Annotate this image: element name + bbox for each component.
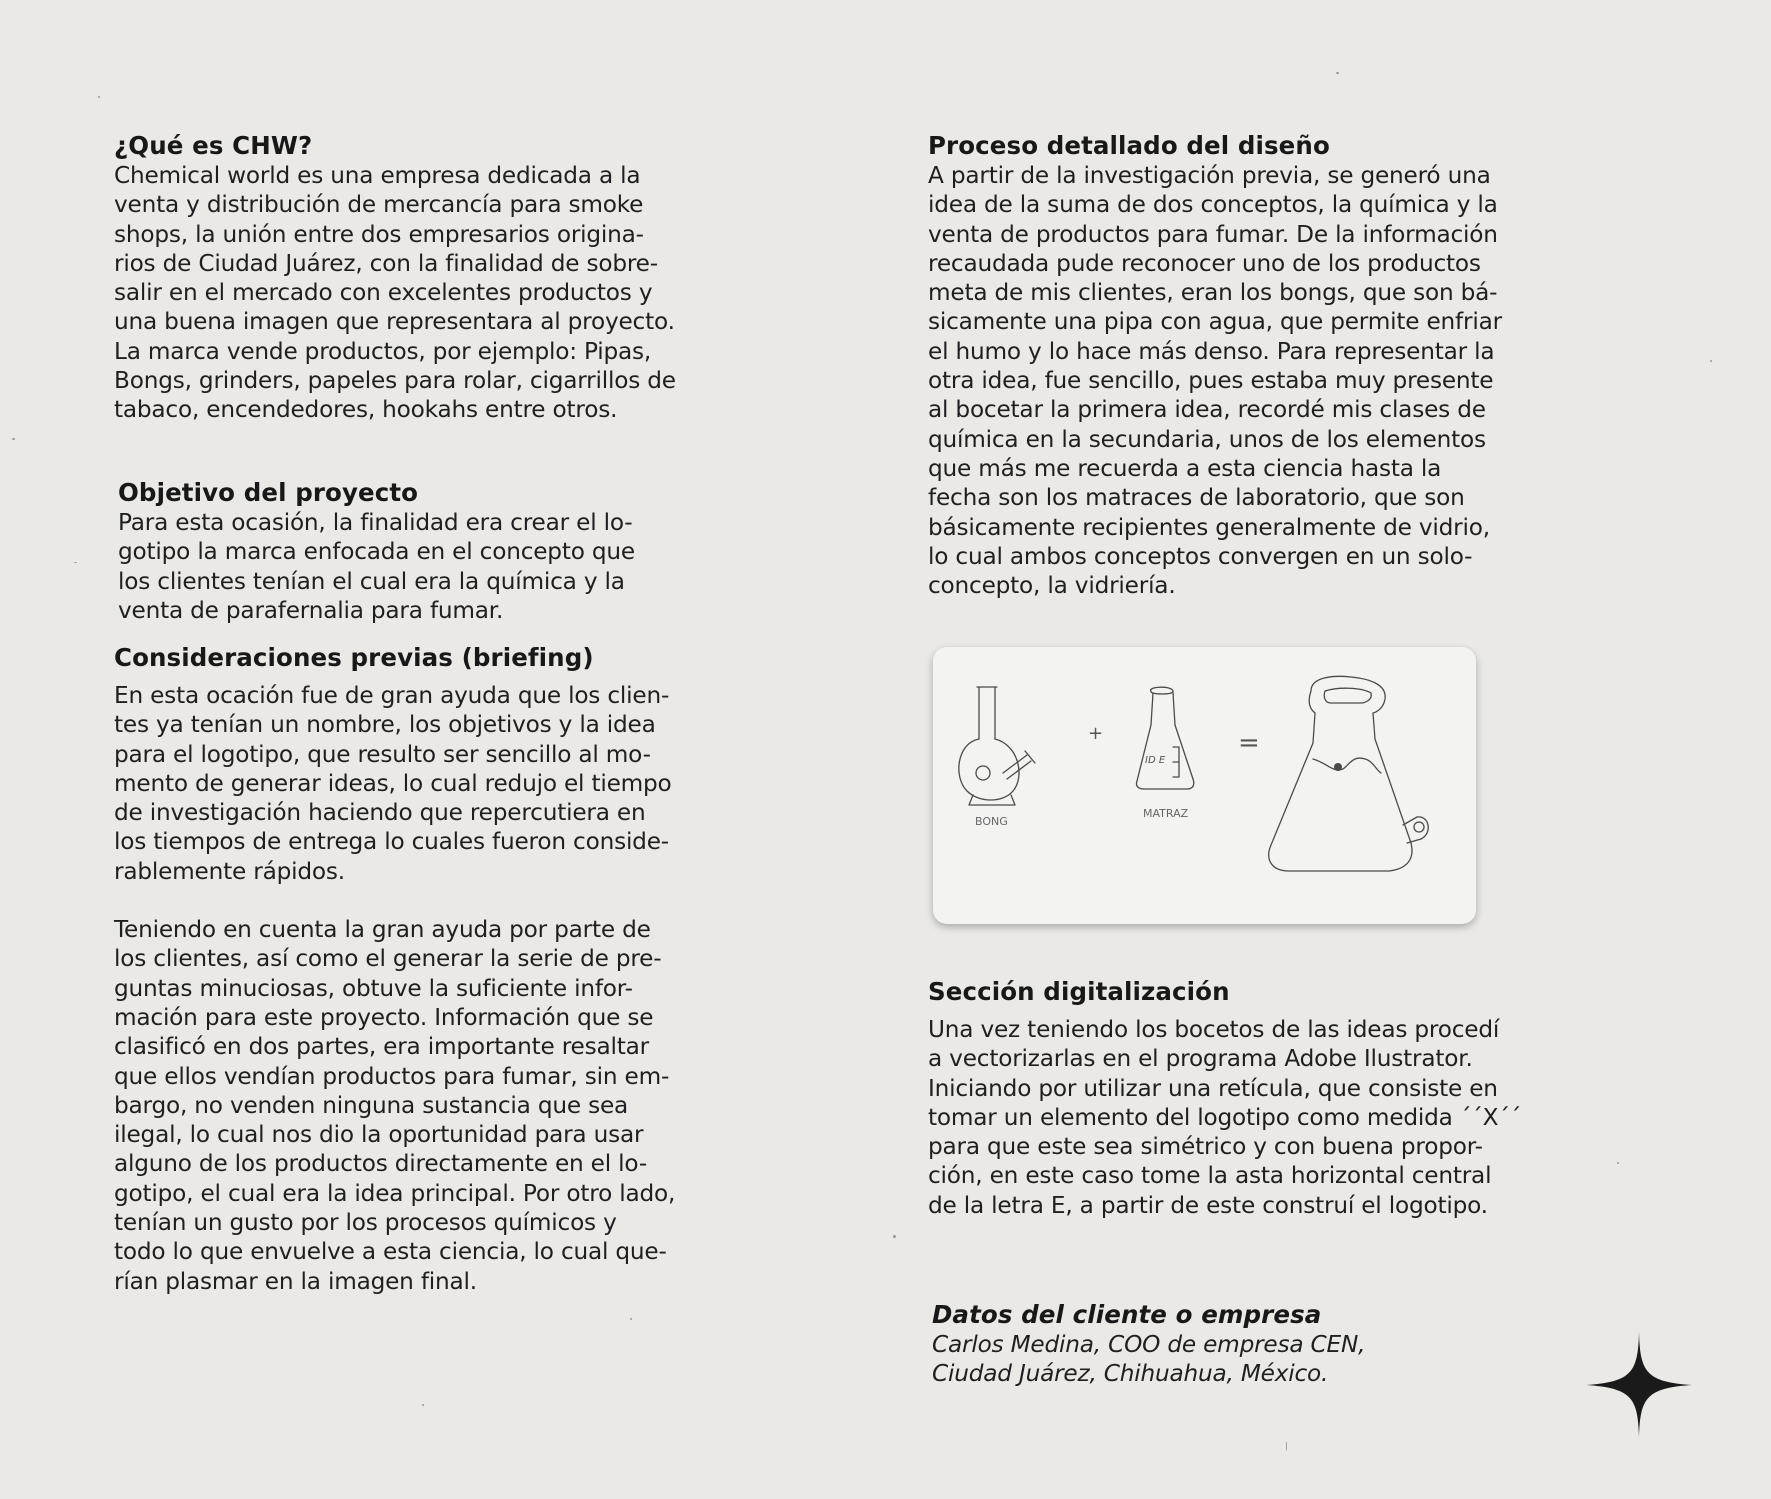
text-line: química en la secundaria, unos de los elementos [928,425,1486,453]
text-line: el humo y lo hace más denso. Para representar la [928,337,1495,365]
text-line: mación para este proyecto. Información que se [114,1003,654,1031]
heading-digitalizacion: Sección digitalización [928,977,1230,1006]
section-que-es-chw [114,131,676,425]
heading-que-es-chw: ¿Qué es CHW? [114,131,313,160]
text-line: mento de generar ideas, lo cual redujo el tiempo [114,769,672,797]
text-line: otra idea, fue sencillo, pues estaba muy presente [928,367,1494,395]
logo-sketch [1269,676,1428,871]
text-line: de investigación haciendo que repercutiera en [114,799,646,827]
text-line: todo lo que envuelve a esta ciencia, lo cual que- [114,1238,667,1266]
text-line: Una vez teniendo los bocetos de las ideas procedí [928,1016,1500,1043]
text-line: gotipo, el cual era la idea principal. Por otro lado, [114,1179,676,1207]
text-line: al bocetar la primera idea, recordé mis clases de [928,396,1486,424]
text-line: salir en el mercado con excelentes productos y [114,279,653,307]
text-line: concepto, la vidriería. [928,572,1176,600]
label-matraz: MATRAZ [1143,807,1189,820]
section-digitalizacion [928,977,1521,1220]
text-line: los tiempos de entrega lo cuales fueron conside- [114,828,669,856]
paragraph-digitalizacion [928,1015,1521,1220]
paragraph-consideraciones-1 [114,681,675,886]
text-line: tes ya tenían un nombre, los objetivos y la idea [114,711,656,739]
text-line: de la letra E, a partir de este construí el logotipo. [928,1191,1488,1219]
paper-speck [422,1404,424,1406]
paper-speck [893,1235,896,1238]
section-objetivo [118,478,635,625]
text-line: Chemical world es una empresa dedicada a la [114,162,641,189]
heading-datos-cliente: Datos del cliente o empresa [932,1300,1322,1329]
paragraph-proceso [928,161,1502,600]
text-line: una buena imagen que representara al proyecto. [114,308,675,336]
paper-speck [12,438,15,440]
sparkle-icon [1586,1332,1692,1438]
text-line: a vectorizarlas en el programa Adobe Ilustrator. [928,1045,1473,1073]
text-line: recaudada pude reconocer uno de los productos [928,249,1481,277]
paper-speck [74,562,77,563]
text-line: los clientes, así como el generar la serie de pre- [114,945,662,973]
text-line: clasificó en dos partes, era importante resaltar [114,1033,649,1061]
bong-sketch [959,687,1035,805]
text-line: En esta ocación fue de gran ayuda que los clien- [114,682,670,709]
heading-objetivo: Objetivo del proyecto [118,478,419,507]
paper-speck [1286,1441,1287,1451]
text-line: meta de mis clientes, eran los bongs, que son bá- [928,279,1498,307]
text-line: La marca vende productos, por ejemplo: Pipas, [114,337,652,365]
text-line: venta y distribución de mercancía para smoke [114,191,644,219]
section-datos-cliente [932,1300,1365,1389]
text-line: A partir de la investigación previa, se generó una [928,162,1491,189]
sketch-image [933,647,1476,924]
paragraph-datos-cliente [932,1330,1365,1389]
text-line: rablemente rápidos. [114,857,345,885]
text-line: Para esta ocasión, la finalidad era crear el lo- [118,509,633,536]
text-line: shops, la unión entre dos empresarios origina- [114,220,644,248]
text-line: para el logotipo, que resulto ser sencillo al mo- [114,740,651,768]
paragraph-objetivo [118,508,635,625]
text-line: tabaco, encendedores, hookahs entre otros. [114,396,618,424]
text-line: guntas minuciosas, obtuve la suficiente infor- [114,974,633,1002]
paper-speck [1710,360,1712,362]
label-bong: BONG [975,815,1008,828]
section-proceso [928,131,1502,600]
text-line: fecha son los matraces de laboratorio, que son [928,484,1465,512]
sketch-drawing [933,647,1476,924]
text-line: los clientes tenían el cual era la química y la [118,567,625,595]
text-line: bargo, no venden ninguna sustancia que sea [114,1091,629,1119]
paragraph-que-es-chw [114,161,676,425]
text-line: gotipo la marca enfocada en el concepto que [118,538,635,566]
paper-speck [1617,1162,1619,1164]
text-line: tomar un elemento del logotipo como medida ´´X´´ [928,1103,1522,1131]
text-line: que ellos vendían productos para fumar, sin em- [114,1062,670,1090]
text-line: Ciudad Juárez, Chihuahua, México. [932,1360,1329,1388]
text-line: lo cual ambos conceptos convergen en un solo- [928,542,1473,570]
text-line: Teniendo en cuenta la gran ayuda por parte de [114,916,651,944]
matraz-sketch [1136,687,1193,789]
heading-consideraciones: Consideraciones previas (briefing) [114,643,594,672]
text-line: Iniciando por utilizar una retícula, que consiste en [928,1074,1498,1102]
text-line: alguno de los productos directamente en el lo- [114,1150,647,1178]
paper-speck [98,96,100,98]
text-line: rios de Ciudad Juárez, con la finalidad de sobre- [114,249,658,277]
text-line: ilegal, lo cual nos dio la oportunidad para usar [114,1121,644,1149]
paper-speck [1336,72,1339,74]
text-line: ción, en este caso tome la asta horizontal central [928,1162,1492,1190]
paragraph-consideraciones-2 [114,915,675,1296]
text-line: que más me recuerda a esta ciencia hasta la [928,454,1442,482]
text-line: rían plasmar en la imagen final. [114,1267,477,1295]
text-line: tenían un gusto por los procesos químicos y [114,1209,617,1237]
text-line: básicamente recipientes generalmente de vidrio, [928,513,1490,541]
equals-sign: = [1238,728,1260,758]
text-line: para que este sea simétrico y con buena propor- [928,1133,1483,1161]
text-line: Bongs, grinders, papeles para rolar, cigarrillos de [114,367,676,395]
text-line: Carlos Medina, COO de empresa CEN, [932,1331,1366,1358]
paper-speck [630,1318,632,1320]
text-line: venta de productos para fumar. De la información [928,220,1498,248]
heading-proceso: Proceso detallado del diseño [928,131,1330,160]
plus-sign: + [1088,723,1104,744]
section-consideraciones [114,643,675,1296]
text-line: sicamente una pipa con agua, que permite enfriar [928,308,1502,336]
text-line: idea de la suma de dos conceptos, la química y la [928,191,1498,219]
flask-text: ID E [1145,755,1166,766]
text-line: venta de parafernalia para fumar. [118,596,504,624]
